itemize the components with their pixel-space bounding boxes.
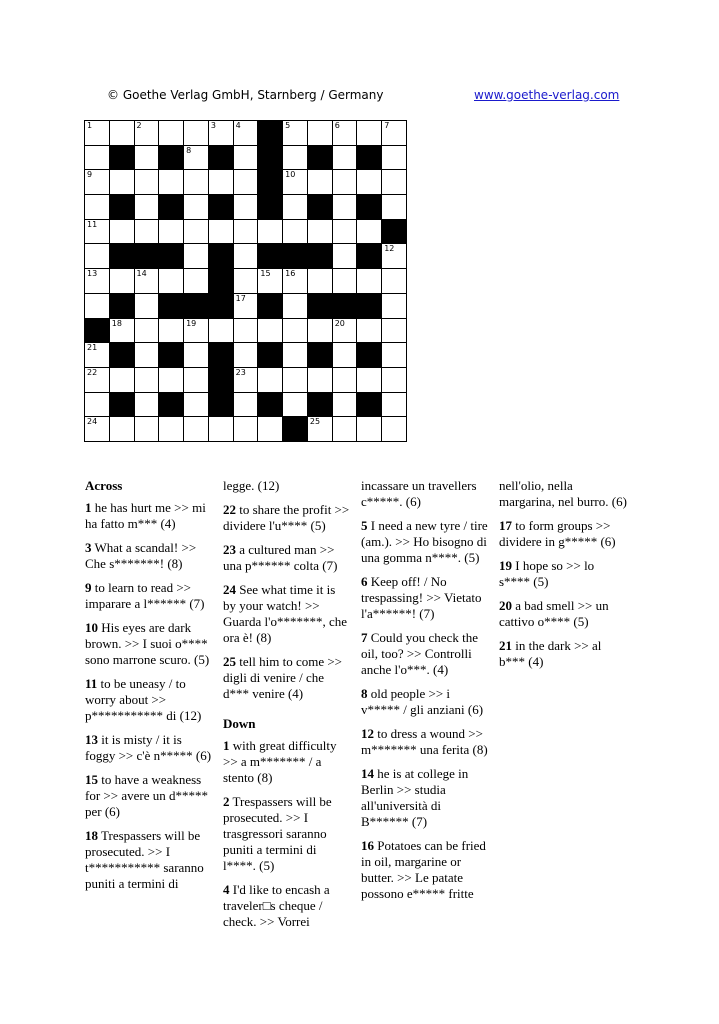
grid-cell[interactable] [381,367,407,393]
grid-cell-black [356,342,382,368]
clue-number: 5 [361,518,368,533]
grid-cell[interactable] [381,145,407,171]
cell-number: 2 [136,121,142,130]
clue-number: 11 [85,676,98,691]
cell-number: 20 [334,318,345,328]
grid-cell[interactable] [381,169,407,195]
clue-item [361,574,489,622]
grid-cell-black [307,342,333,368]
clue-text: Trespassers will be prosecuted. >> I trasgressori saranno puniti a termini di l****. (5) [223,794,332,873]
grid-cell[interactable] [84,342,110,368]
clue-text: legge. (12) [223,478,280,493]
clue-number: 12 [361,726,374,741]
grid-cell[interactable] [233,120,259,146]
grid-cell[interactable] [134,293,160,319]
grid-cell[interactable] [208,169,234,195]
clue-number: 8 [361,686,368,701]
grid-cell[interactable] [109,367,135,393]
grid-cell-black [381,219,407,245]
grid-cell-black [158,243,184,269]
grid-cell[interactable] [233,293,259,319]
grid-cell[interactable] [332,120,358,146]
grid-cell-black [158,392,184,418]
grid-cell[interactable] [282,145,308,171]
grid-cell[interactable] [233,169,259,195]
clue-number: 10 [85,620,98,635]
grid-cell[interactable] [381,268,407,294]
grid-cell-black [158,293,184,319]
cell-number: 13 [87,269,98,279]
crossword-grid [84,120,406,441]
grid-cell-black [109,342,135,368]
grid-cell-black [109,194,135,220]
grid-cell-black [332,293,358,319]
grid-cell-black [257,120,283,146]
grid-cell-black [257,392,283,418]
grid-cell[interactable] [332,268,358,294]
grid-cell[interactable] [356,219,382,245]
cell-number: 7 [384,121,390,130]
clue-text: I hope so >> lo s**** (5) [499,558,595,589]
clue-text: What a scandal! >> Che s*******! (8) [85,540,197,571]
grid-cell[interactable] [183,243,209,269]
cell-number: 8 [186,145,192,155]
clue-text: he is at college in Berlin >> studia all'università di B****** (7) [361,766,469,829]
grid-cell-black [282,416,308,442]
grid-cell[interactable] [381,243,407,269]
grid-cell-black [307,293,333,319]
grid-cell[interactable] [134,268,160,294]
clue-item [499,598,627,630]
cell-number: 5 [285,121,291,130]
grid-cell[interactable] [381,416,407,442]
clue-column-3 [361,478,489,910]
across-heading: Across [85,478,123,493]
clue-text: it is misty / it is foggy >> c'è n***** (6) [85,732,212,763]
grid-cell[interactable] [332,318,358,344]
grid-cell[interactable] [84,194,110,220]
grid-cell[interactable] [233,367,259,393]
grid-cell[interactable] [84,169,110,195]
clue-number: 16 [361,838,374,853]
clue-text: His eyes are dark brown. >> I suoi o**** sono marrone scuro. (5) [85,620,210,667]
grid-cell[interactable] [381,342,407,368]
grid-cell[interactable] [208,219,234,245]
grid-cell-black [307,145,333,171]
grid-cell[interactable] [158,367,184,393]
clue-item [223,478,351,494]
grid-cell[interactable] [183,416,209,442]
clue-item [361,766,489,830]
grid-cell[interactable] [332,145,358,171]
grid-cell[interactable] [356,268,382,294]
clue-text: Potatoes can be fried in oil, margarine or butter. >> Le patate possono e***** fritte [361,838,486,901]
clue-number: 24 [223,582,236,597]
grid-cell[interactable] [381,318,407,344]
clue-text: Keep off! / No trespassing! >> Vietato l'a******! (7) [361,574,482,621]
clue-number: 2 [223,794,230,809]
clue-item [223,794,351,874]
clue-item [499,558,627,590]
grid-cell[interactable] [183,194,209,220]
grid-cell[interactable] [134,194,160,220]
grid-cell[interactable] [158,219,184,245]
cell-number: 10 [285,170,296,180]
grid-cell[interactable] [282,293,308,319]
grid-cell[interactable] [134,416,160,442]
grid-cell-black [208,367,234,393]
grid-cell[interactable] [183,318,209,344]
grid-cell[interactable] [134,219,160,245]
grid-cell[interactable] [282,367,308,393]
grid-cell[interactable] [84,120,110,146]
clue-item [223,582,351,646]
grid-cell-black [183,293,209,319]
grid-cell[interactable] [257,318,283,344]
clue-item [499,478,627,510]
grid-cell[interactable] [307,268,333,294]
grid-cell[interactable] [158,120,184,146]
grid-cell-black [208,145,234,171]
grid-cell-black [158,194,184,220]
grid-cell[interactable] [158,318,184,344]
grid-cell[interactable] [332,367,358,393]
clue-item [499,638,627,670]
grid-cell[interactable] [282,342,308,368]
grid-cell-black [109,145,135,171]
grid-cell[interactable] [282,219,308,245]
cell-number: 18 [111,318,122,328]
clue-item [223,502,351,534]
grid-cell-black [257,145,283,171]
clue-text: I'd like to encash a traveler□s cheque / check. >> Vorrei [223,882,330,929]
cell-number: 25 [309,417,321,427]
clue-item [223,542,351,574]
clue-number: 17 [499,518,512,533]
grid-cell[interactable] [84,392,110,418]
grid-cell-black [84,318,110,344]
grid-cell[interactable] [84,268,110,294]
clue-item [85,620,213,668]
grid-cell[interactable] [356,367,382,393]
grid-cell-black [208,293,234,319]
grid-cell[interactable] [109,318,135,344]
cell-number: 14 [136,269,147,279]
clue-item [223,654,351,702]
clue-item [223,882,351,930]
grid-cell[interactable] [307,367,333,393]
clue-text: incassare un travellers c*****. (6) [361,478,477,509]
clue-number: 15 [85,772,98,787]
grid-cell[interactable] [356,318,382,344]
clue-text: I need a new tyre / tire (am.). >> Ho bisogno di una gomma n****. (5) [361,518,488,565]
grid-cell-black [307,243,333,269]
grid-cell[interactable] [134,145,160,171]
grid-cell-black [307,392,333,418]
grid-cell[interactable] [134,392,160,418]
grid-cell-black [307,194,333,220]
grid-cell-black [356,243,382,269]
grid-cell[interactable] [134,318,160,344]
grid-cell-black [208,392,234,418]
cell-number: 11 [87,219,98,229]
clue-text: a bad smell >> un cattivo o**** (5) [499,598,609,629]
grid-cell[interactable] [307,120,333,146]
grid-cell[interactable] [109,120,135,146]
grid-cell-black [109,243,135,269]
cell-number: 1 [87,121,93,130]
clue-column-4 [499,478,627,678]
down-heading: Down [223,716,256,731]
grid-cell[interactable] [84,367,110,393]
grid-cell[interactable] [257,367,283,393]
grid-cell[interactable] [183,120,209,146]
grid-cell[interactable] [208,318,234,344]
grid-cell[interactable] [233,392,259,418]
grid-cell[interactable] [332,392,358,418]
grid-cell[interactable] [208,120,234,146]
grid-cell[interactable] [183,342,209,368]
grid-cell[interactable] [332,416,358,442]
grid-cell[interactable] [356,169,382,195]
grid-cell-black [356,293,382,319]
grid-cell-black [257,169,283,195]
grid-cell[interactable] [282,268,308,294]
cell-number: 23 [235,367,246,377]
clue-number: 14 [361,766,374,781]
grid-cell-black [208,342,234,368]
clue-text: to dress a wound >> m******* una ferita (8) [361,726,488,757]
clue-number: 7 [361,630,368,645]
grid-cell[interactable] [84,416,110,442]
copyright-notice: © Goethe Verlag GmbH, Starnberg / Germany [107,88,384,102]
clue-text: a cultured man >> una p****** colta (7) [223,542,338,573]
grid-cell[interactable] [134,169,160,195]
grid-cell[interactable] [84,219,110,245]
cell-number: 12 [384,244,395,254]
website-link[interactable]: www.goethe-verlag.com [474,88,620,102]
clue-item [361,686,489,718]
grid-cell-black [208,243,234,269]
cell-number: 24 [87,417,98,427]
grid-cell-black [158,342,184,368]
grid-cell[interactable] [307,219,333,245]
clue-text: in the dark >> al b*** (4) [499,638,602,669]
clue-text: Could you check the oil, too? >> Controlli anche l'o***. (4) [361,630,478,677]
clue-text: he has hurt me >> mi ha fatto m*** (4) [85,500,206,531]
grid-cell-black [257,342,283,368]
clue-number: 18 [85,828,98,843]
grid-cell[interactable] [158,268,184,294]
grid-cell[interactable] [134,367,160,393]
grid-cell[interactable] [332,243,358,269]
grid-cell[interactable] [257,416,283,442]
cell-number: 17 [235,293,246,303]
clue-text: to learn to read >> imparare a l****** (7) [85,580,205,611]
clue-number: 1 [223,738,230,753]
grid-cell[interactable] [183,367,209,393]
grid-cell[interactable] [84,243,110,269]
cell-number: 4 [235,121,241,130]
grid-cell[interactable] [233,145,259,171]
clue-number: 20 [499,598,512,613]
grid-cell[interactable] [233,416,259,442]
grid-cell-black [109,293,135,319]
grid-cell[interactable] [158,416,184,442]
clue-text: tell him to come >> digli di venire / che d*** venire (4) [223,654,343,701]
grid-cell[interactable] [158,169,184,195]
grid-cell[interactable] [332,169,358,195]
grid-cell-black [134,243,160,269]
grid-cell[interactable] [332,342,358,368]
grid-cell[interactable] [381,392,407,418]
grid-cell[interactable] [381,194,407,220]
clue-text: to be uneasy / to worry about >> p*********** di (12) [85,676,202,723]
cell-number: 21 [87,343,98,353]
cell-number: 3 [210,121,216,130]
grid-cell[interactable] [183,169,209,195]
clue-item [85,580,213,612]
grid-cell[interactable] [233,219,259,245]
grid-cell[interactable] [381,120,407,146]
grid-cell[interactable] [134,120,160,146]
clue-text: nell'olio, nella margarina, nel burro. (6) [499,478,627,509]
clue-number: 19 [499,558,512,573]
clue-text: to form groups >> dividere in g***** (6) [499,518,616,549]
clue-text: with great difficulty >> a m******* / a stento (8) [223,738,337,785]
clue-number: 3 [85,540,92,555]
grid-cell[interactable] [282,194,308,220]
clue-item [85,540,213,572]
clue-column-1 [85,478,213,900]
clue-number: 6 [361,574,368,589]
grid-cell[interactable] [183,219,209,245]
grid-cell-black [109,392,135,418]
clue-text: Trespassers will be prosecuted. >> I t*********** saranno puniti a termini di [85,828,204,891]
clue-text: to have a weakness for >> avere un d***** per (6) [85,772,208,819]
grid-cell[interactable] [332,194,358,220]
clue-item [85,676,213,724]
cell-number: 9 [87,170,93,180]
clue-number: 23 [223,542,236,557]
clue-number: 13 [85,732,98,747]
grid-cell[interactable] [307,318,333,344]
clue-item [85,828,213,892]
grid-cell-black [257,243,283,269]
clue-item [223,738,351,786]
grid-cell[interactable] [233,194,259,220]
grid-cell-black [356,392,382,418]
clue-item [361,630,489,678]
clue-item [361,478,489,510]
clue-item [85,772,213,820]
clue-item [361,838,489,902]
grid-cell[interactable] [307,416,333,442]
clue-number: 4 [223,882,230,897]
grid-cell-black [257,293,283,319]
clue-text: See what time it is by your watch! >> Guarda l'o*******, che ora è! (8) [223,582,348,645]
clue-text: to share the profit >> dividere l'u**** (5) [223,502,350,533]
clue-column-2 [223,478,351,938]
clue-item [499,518,627,550]
grid-cell-black [158,145,184,171]
grid-cell[interactable] [109,268,135,294]
clue-item [361,518,489,566]
grid-cell[interactable] [282,392,308,418]
grid-cell[interactable] [109,169,135,195]
grid-cell[interactable] [381,293,407,319]
grid-cell[interactable] [282,169,308,195]
grid-cell[interactable] [356,416,382,442]
grid-cell[interactable] [332,219,358,245]
grid-cell[interactable] [183,392,209,418]
grid-cell[interactable] [233,342,259,368]
grid-cell[interactable] [84,145,110,171]
grid-cell-black [356,194,382,220]
grid-cell[interactable] [84,293,110,319]
grid-cell[interactable] [233,268,259,294]
grid-cell-black [356,145,382,171]
cell-number: 16 [285,269,296,279]
cell-number: 19 [186,318,197,328]
clue-number: 25 [223,654,236,669]
cell-number: 15 [260,269,271,279]
grid-cell[interactable] [282,318,308,344]
grid-cell-black [208,268,234,294]
grid-cell[interactable] [257,219,283,245]
grid-cell[interactable] [356,120,382,146]
clue-number: 22 [223,502,236,517]
grid-cell[interactable] [233,318,259,344]
grid-cell[interactable] [134,342,160,368]
clue-number: 1 [85,500,92,515]
cell-number: 6 [334,121,340,130]
grid-cell[interactable] [109,416,135,442]
grid-cell-black [257,194,283,220]
grid-cell[interactable] [208,416,234,442]
clue-item [85,732,213,764]
grid-cell[interactable] [257,268,283,294]
clue-text: old people >> i v***** / gli anziani (6) [361,686,484,717]
clue-item [361,726,489,758]
clues-area [0,478,719,948]
grid-cell[interactable] [109,219,135,245]
clue-number: 9 [85,580,92,595]
grid-cell[interactable] [183,268,209,294]
grid-cell[interactable] [233,243,259,269]
grid-cell[interactable] [183,145,209,171]
clue-number: 21 [499,638,512,653]
grid-cell-black [282,243,308,269]
grid-cell-black [208,194,234,220]
grid-cell[interactable] [282,120,308,146]
grid-cell[interactable] [307,169,333,195]
clue-item [85,500,213,532]
cell-number: 22 [87,367,98,377]
